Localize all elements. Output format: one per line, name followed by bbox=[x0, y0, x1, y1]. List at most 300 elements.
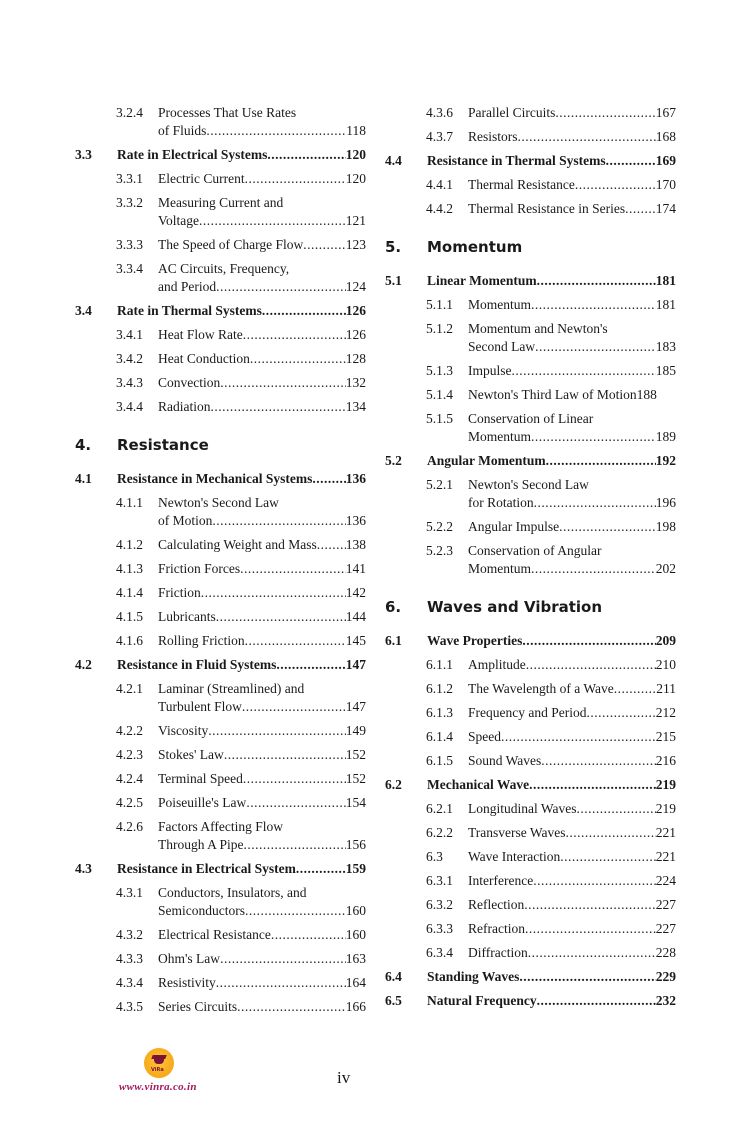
page-ref: 142 bbox=[345, 585, 366, 600]
toc-subsection-entry[interactable] bbox=[385, 824, 676, 842]
entry-number: 6.1.2 bbox=[426, 681, 453, 696]
page-ref: 224 bbox=[655, 873, 676, 888]
entry-title: Resistivity bbox=[158, 975, 216, 990]
page-ref: 169 bbox=[655, 153, 676, 168]
entry-number: 4.4 bbox=[385, 153, 402, 168]
page-ref: 185 bbox=[655, 363, 676, 378]
entry-title: Heat Conduction bbox=[158, 351, 250, 366]
page-ref: 152 bbox=[345, 771, 366, 786]
page-number: iv bbox=[337, 1068, 351, 1087]
toc-subsection-entry[interactable] bbox=[75, 680, 366, 716]
entry-number: 6.3.2 bbox=[426, 897, 453, 912]
entry-number: 5.1.4 bbox=[426, 387, 453, 402]
entry-number: 4.3.3 bbox=[116, 951, 143, 966]
entry-number: 4.2.4 bbox=[116, 771, 143, 786]
page-ref: 126 bbox=[345, 327, 366, 342]
page-ref: 159 bbox=[345, 861, 366, 876]
entry-title: Natural Frequency bbox=[427, 993, 537, 1008]
dot-leader bbox=[208, 722, 346, 740]
entry-title-line: Newton's Second Law bbox=[468, 477, 589, 492]
toc-subsection-entry[interactable] bbox=[385, 704, 676, 722]
dot-leader bbox=[224, 746, 346, 764]
chapter-title: Resistance bbox=[117, 436, 209, 454]
page-ref: 167 bbox=[655, 105, 676, 120]
dot-leader bbox=[541, 752, 655, 770]
toc-subsection-entry[interactable] bbox=[385, 752, 676, 770]
entry-title: Thermal Resistance in Series bbox=[468, 201, 626, 216]
entry-title: Viscosity bbox=[158, 723, 209, 738]
dot-leader bbox=[243, 770, 346, 788]
entry-title: Resistance in Thermal Systems bbox=[427, 153, 606, 168]
entry-title: and Period bbox=[158, 279, 217, 294]
toc-section-entry[interactable] bbox=[385, 968, 676, 986]
page-ref: 189 bbox=[655, 429, 676, 444]
entry-number: 4.1.6 bbox=[116, 633, 143, 648]
toc-subsection-entry[interactable] bbox=[75, 194, 366, 230]
entry-number: 5.1 bbox=[385, 273, 402, 288]
toc-section-entry[interactable] bbox=[75, 302, 366, 320]
dot-leader bbox=[296, 860, 346, 878]
entry-number: 4.3.1 bbox=[116, 885, 143, 900]
toc-section-entry[interactable] bbox=[75, 860, 366, 878]
entry-number: 4.2.6 bbox=[116, 819, 143, 834]
page-ref: 219 bbox=[655, 777, 676, 792]
entry-title: Resistors bbox=[468, 129, 518, 144]
dot-leader bbox=[526, 656, 656, 674]
page-ref: 212 bbox=[655, 705, 676, 720]
entry-title: Mechanical Wave bbox=[427, 777, 530, 792]
dot-leader bbox=[212, 512, 345, 530]
entry-number: 5.1.5 bbox=[426, 411, 453, 426]
entry-title: Through A Pipe bbox=[158, 837, 244, 852]
entry-title-line: Conservation of Linear bbox=[468, 411, 594, 426]
toc-subsection-entry[interactable] bbox=[385, 104, 676, 122]
toc-subsection-entry[interactable] bbox=[75, 260, 366, 296]
dot-leader bbox=[524, 896, 656, 914]
entry-title: Wave Properties bbox=[427, 633, 523, 648]
entry-title: Newton's Third Law of Motion bbox=[468, 387, 637, 402]
toc-subsection-entry[interactable] bbox=[75, 374, 366, 392]
dot-leader bbox=[250, 350, 346, 368]
page-ref: 147 bbox=[345, 657, 366, 672]
entry-number: 3.3.2 bbox=[116, 195, 143, 210]
entry-title: Momentum bbox=[468, 429, 531, 444]
dot-leader bbox=[245, 170, 346, 188]
entry-title: Friction bbox=[158, 585, 201, 600]
toc-section-entry[interactable] bbox=[385, 992, 676, 1010]
dot-leader bbox=[531, 428, 656, 446]
dot-leader bbox=[216, 974, 346, 992]
entry-number: 6.1.5 bbox=[426, 753, 453, 768]
entry-title: Linear Momentum bbox=[427, 273, 537, 288]
dot-leader bbox=[276, 656, 345, 674]
toc-subsection-entry[interactable] bbox=[75, 326, 366, 344]
toc-section-entry[interactable] bbox=[385, 152, 676, 170]
entry-title: Voltage bbox=[158, 213, 199, 228]
entry-title: Amplitude bbox=[468, 657, 526, 672]
page-ref: 216 bbox=[655, 753, 676, 768]
chapter-title: Momentum bbox=[427, 238, 523, 256]
entry-number: 4.2.1 bbox=[116, 681, 143, 696]
toc-subsection-entry[interactable] bbox=[385, 200, 676, 218]
entry-number: 3.4 bbox=[75, 303, 92, 318]
website-link[interactable]: www.vinra.co.in bbox=[119, 1081, 197, 1093]
entry-number: 4.1 bbox=[75, 471, 92, 486]
dot-leader bbox=[512, 362, 656, 380]
toc-subsection-entry[interactable] bbox=[385, 920, 676, 938]
cap-base bbox=[154, 1059, 164, 1064]
dot-leader bbox=[317, 536, 346, 554]
toc-subsection-entry[interactable] bbox=[385, 800, 676, 818]
dot-leader bbox=[560, 848, 656, 866]
page-ref: 126 bbox=[345, 303, 366, 318]
entry-title-line: Laminar (Streamlined) and bbox=[158, 681, 305, 696]
entry-title: Second Law bbox=[468, 339, 536, 354]
toc-subsection-entry[interactable] bbox=[385, 362, 676, 380]
entry-number: 4.2.2 bbox=[116, 723, 143, 738]
toc-subsection-entry[interactable] bbox=[385, 476, 676, 512]
page-ref: 164 bbox=[345, 975, 366, 990]
entry-number: 4.3.2 bbox=[116, 927, 143, 942]
dot-leader bbox=[555, 104, 655, 122]
toc-subsection-entry[interactable] bbox=[75, 608, 366, 626]
toc-subsection-entry[interactable] bbox=[385, 656, 676, 674]
page-ref: 229 bbox=[655, 969, 676, 984]
entry-title: Semiconductors bbox=[158, 903, 245, 918]
entry-title-line: Conservation of Angular bbox=[468, 543, 602, 558]
toc-section-entry[interactable] bbox=[385, 776, 676, 794]
page-ref: 149 bbox=[345, 723, 366, 738]
dot-leader bbox=[546, 452, 656, 470]
entry-title-line: Processes That Use Rates bbox=[158, 105, 297, 120]
toc-subsection-entry[interactable] bbox=[385, 410, 676, 446]
toc-subsection-entry[interactable] bbox=[385, 728, 676, 746]
entry-number: 6.1.1 bbox=[426, 657, 453, 672]
dot-leader bbox=[245, 632, 346, 650]
entry-title: Resistance in Electrical System bbox=[117, 861, 296, 876]
chapter-title: Waves and Vibration bbox=[427, 598, 603, 616]
toc-subsection-entry[interactable] bbox=[75, 350, 366, 368]
dot-leader bbox=[531, 296, 656, 314]
entry-title: Convection bbox=[158, 375, 221, 390]
dot-leader bbox=[303, 236, 346, 254]
toc-subsection-entry[interactable] bbox=[385, 680, 676, 698]
dot-leader bbox=[519, 968, 655, 986]
entry-title: Speed bbox=[468, 729, 501, 744]
entry-title: Rate in Thermal Systems bbox=[117, 303, 262, 318]
dot-leader bbox=[606, 152, 656, 170]
toc-section-entry[interactable] bbox=[385, 272, 676, 290]
entry-number: 4.1.3 bbox=[116, 561, 143, 576]
entry-number: 5.1.1 bbox=[426, 297, 453, 312]
dot-leader bbox=[216, 608, 346, 626]
page-ref: 215 bbox=[655, 729, 676, 744]
dot-leader bbox=[271, 926, 346, 944]
entry-title-line: Conductors, Insulators, and bbox=[158, 885, 307, 900]
vinra-logo-icon bbox=[144, 1048, 174, 1078]
toc-subsection-entry[interactable] bbox=[75, 494, 366, 530]
entry-title-line: AC Circuits, Frequency, bbox=[158, 261, 290, 276]
toc-subsection-entry[interactable] bbox=[75, 770, 366, 788]
entry-title: Electrical Resistance bbox=[158, 927, 271, 942]
toc-subsection-entry[interactable] bbox=[75, 560, 366, 578]
dot-leader bbox=[533, 872, 656, 890]
page-ref: 121 bbox=[345, 213, 366, 228]
entry-number: 3.3.3 bbox=[116, 237, 143, 252]
page-ref: 219 bbox=[655, 801, 676, 816]
page-ref: 120 bbox=[345, 147, 366, 162]
toc-subsection-entry[interactable] bbox=[75, 746, 366, 764]
page-ref: 174 bbox=[655, 201, 676, 216]
entry-title: Rate in Electrical Systems bbox=[117, 147, 268, 162]
toc-section-entry[interactable] bbox=[75, 146, 366, 164]
entry-number: 6.2 bbox=[385, 777, 402, 792]
dot-leader bbox=[244, 836, 346, 854]
page-ref: 128 bbox=[345, 351, 366, 366]
toc-subsection-entry[interactable] bbox=[75, 950, 366, 968]
page-ref: 160 bbox=[345, 903, 366, 918]
toc-subsection-entry[interactable] bbox=[75, 884, 366, 920]
dot-leader bbox=[525, 920, 656, 938]
entry-title: Momentum bbox=[468, 561, 531, 576]
toc-subsection-entry[interactable] bbox=[75, 170, 366, 188]
entry-title: Transverse Waves bbox=[468, 825, 566, 840]
entry-title-line: Newton's Second Law bbox=[158, 495, 279, 510]
dot-leader bbox=[201, 584, 346, 602]
toc-section-entry[interactable] bbox=[75, 656, 366, 674]
entry-number: 4.4.1 bbox=[426, 177, 453, 192]
toc-subsection-entry[interactable] bbox=[385, 896, 676, 914]
page-ref: 120 bbox=[345, 171, 366, 186]
entry-number: 5.2 bbox=[385, 453, 402, 468]
toc-section-entry[interactable] bbox=[75, 470, 366, 488]
dot-leader bbox=[614, 680, 656, 698]
page-ref: 118 bbox=[346, 123, 366, 138]
page-ref: 136 bbox=[345, 471, 366, 486]
page-ref: 232 bbox=[655, 993, 676, 1008]
entry-title: Turbulent Flow bbox=[158, 699, 242, 714]
entry-title: The Wavelength of a Wave bbox=[468, 681, 614, 696]
dot-leader bbox=[518, 128, 656, 146]
dot-leader bbox=[529, 776, 656, 794]
toc-subsection-entry[interactable] bbox=[75, 104, 366, 140]
page-ref: 211 bbox=[656, 681, 676, 696]
entry-title: Parallel Circuits bbox=[468, 105, 556, 120]
toc-section-entry[interactable] bbox=[385, 632, 676, 650]
entry-number: 4.2 bbox=[75, 657, 92, 672]
entry-number: 6.3.1 bbox=[426, 873, 453, 888]
entry-title: The Speed of Charge Flow bbox=[158, 237, 304, 252]
entry-number: 3.2.4 bbox=[116, 105, 143, 120]
page-ref: 156 bbox=[345, 837, 366, 852]
toc-subsection-entry[interactable] bbox=[385, 542, 676, 578]
dot-leader bbox=[537, 992, 656, 1010]
toc-subsection-entry[interactable] bbox=[385, 848, 676, 866]
toc-subsection-entry[interactable] bbox=[75, 974, 366, 992]
dot-leader bbox=[216, 278, 346, 296]
toc-subsection-entry[interactable] bbox=[385, 518, 676, 536]
dot-leader bbox=[522, 632, 655, 650]
entry-number: 6.1.4 bbox=[426, 729, 453, 744]
chapter-number: 6. bbox=[385, 598, 402, 616]
toc-subsection-entry[interactable] bbox=[75, 584, 366, 602]
entry-title: Heat Flow Rate bbox=[158, 327, 243, 342]
toc-subsection-entry[interactable] bbox=[385, 296, 676, 314]
entry-number: 4.3.4 bbox=[116, 975, 143, 990]
entry-number: 3.4.4 bbox=[116, 399, 143, 414]
dot-leader bbox=[206, 122, 346, 140]
entry-number: 5.2.1 bbox=[426, 477, 453, 492]
page-ref: 188 bbox=[636, 387, 657, 402]
entry-number: 3.4.3 bbox=[116, 375, 143, 390]
entry-title: Frequency and Period bbox=[468, 705, 587, 720]
dot-leader bbox=[566, 824, 656, 842]
page-ref: 168 bbox=[655, 129, 676, 144]
entry-number: 6.1 bbox=[385, 633, 402, 648]
page-ref: 166 bbox=[345, 999, 366, 1014]
entry-title: for Rotation bbox=[468, 495, 534, 510]
page-ref: 183 bbox=[655, 339, 676, 354]
entry-number: 6.1.3 bbox=[426, 705, 453, 720]
dot-leader bbox=[243, 326, 346, 344]
toc-subsection-entry[interactable] bbox=[75, 398, 366, 416]
dot-leader bbox=[575, 176, 656, 194]
toc-subsection-entry[interactable] bbox=[75, 794, 366, 812]
dot-leader bbox=[245, 902, 346, 920]
toc-subsection-entry[interactable] bbox=[75, 998, 366, 1016]
page-ref: 170 bbox=[655, 177, 676, 192]
page-ref: 141 bbox=[345, 561, 366, 576]
dot-leader bbox=[559, 518, 656, 536]
dot-leader bbox=[220, 374, 346, 392]
toc-subsection-entry[interactable] bbox=[385, 128, 676, 146]
logo-tag: ViRa bbox=[151, 1067, 164, 1073]
entry-title: Diffraction bbox=[468, 945, 528, 960]
dot-leader bbox=[199, 212, 346, 230]
entry-number: 3.4.1 bbox=[116, 327, 143, 342]
chapter-number: 4. bbox=[75, 436, 92, 454]
toc-subsection-entry[interactable] bbox=[385, 176, 676, 194]
entry-title: Terminal Speed bbox=[158, 771, 243, 786]
entry-number: 6.2.2 bbox=[426, 825, 453, 840]
entry-title: Ohm's Law bbox=[158, 951, 221, 966]
toc-subsection-entry[interactable] bbox=[75, 236, 366, 254]
entry-title: Interference bbox=[468, 873, 534, 888]
page-ref: 198 bbox=[655, 519, 676, 534]
page-ref: 123 bbox=[345, 237, 366, 252]
page-ref: 160 bbox=[345, 927, 366, 942]
entry-number: 4.1.5 bbox=[116, 609, 143, 624]
entry-title: Momentum bbox=[468, 297, 531, 312]
dot-leader bbox=[501, 728, 656, 746]
dot-leader bbox=[531, 560, 656, 578]
entry-number: 4.4.2 bbox=[426, 201, 453, 216]
entry-number: 4.1.4 bbox=[116, 585, 143, 600]
toc-subsection-entry[interactable] bbox=[385, 872, 676, 890]
entry-title: Lubricants bbox=[158, 609, 216, 624]
toc-subsection-entry[interactable] bbox=[75, 926, 366, 944]
toc-section-entry[interactable] bbox=[385, 452, 676, 470]
entry-number: 6.3 bbox=[426, 849, 443, 864]
entry-number: 6.5 bbox=[385, 993, 402, 1008]
page-ref: 181 bbox=[655, 297, 676, 312]
entry-title: Series Circuits bbox=[158, 999, 238, 1014]
entry-title: of Fluids bbox=[158, 123, 207, 138]
page-ref: 196 bbox=[655, 495, 676, 510]
dot-leader bbox=[240, 560, 346, 578]
dot-leader bbox=[535, 338, 656, 356]
entry-number: 4.2.3 bbox=[116, 747, 143, 762]
entry-title: Reflection bbox=[468, 897, 525, 912]
entry-number: 3.3.4 bbox=[116, 261, 143, 276]
dot-leader bbox=[577, 800, 656, 818]
entry-number: 4.3 bbox=[75, 861, 92, 876]
dot-leader bbox=[528, 944, 656, 962]
entry-title: Wave Interaction bbox=[468, 849, 561, 864]
entry-title: Friction Forces bbox=[158, 561, 241, 576]
entry-title: Refraction bbox=[468, 921, 525, 936]
page-ref: 221 bbox=[655, 849, 676, 864]
entry-title-line: Measuring Current and bbox=[158, 195, 284, 210]
dot-leader bbox=[534, 494, 656, 512]
entry-number: 4.1.2 bbox=[116, 537, 143, 552]
dot-leader bbox=[586, 704, 655, 722]
page-ref: 227 bbox=[655, 897, 676, 912]
entry-title: Stokes' Law bbox=[158, 747, 224, 762]
page-ref: 145 bbox=[345, 633, 366, 648]
toc-subsection-entry[interactable] bbox=[385, 944, 676, 962]
toc-subsection-entry[interactable] bbox=[75, 536, 366, 554]
entry-number: 4.1.1 bbox=[116, 495, 143, 510]
entry-title: Radiation bbox=[158, 399, 211, 414]
page-ref: 147 bbox=[345, 699, 366, 714]
entry-title-line: Factors Affecting Flow bbox=[158, 819, 283, 834]
page-ref: 209 bbox=[655, 633, 676, 648]
entry-number: 6.3.4 bbox=[426, 945, 453, 960]
entry-number: 5.2.2 bbox=[426, 519, 453, 534]
toc-subsection-entry[interactable] bbox=[75, 818, 366, 854]
entry-number: 6.2.1 bbox=[426, 801, 453, 816]
entry-number: 3.3 bbox=[75, 147, 92, 162]
dot-leader bbox=[220, 950, 346, 968]
page-ref: 154 bbox=[345, 795, 366, 810]
page-ref: 134 bbox=[345, 399, 366, 414]
dot-leader bbox=[312, 470, 345, 488]
page-ref: 163 bbox=[345, 951, 366, 966]
entry-number: 4.2.5 bbox=[116, 795, 143, 810]
toc-subsection-entry[interactable] bbox=[385, 386, 676, 404]
page-ref: 221 bbox=[655, 825, 676, 840]
toc-subsection-entry[interactable] bbox=[75, 632, 366, 650]
entry-title: of Motion bbox=[158, 513, 213, 528]
chapter-number: 5. bbox=[385, 238, 402, 256]
dot-leader bbox=[625, 200, 656, 218]
toc-subsection-entry[interactable] bbox=[385, 320, 676, 356]
dot-leader bbox=[237, 998, 346, 1016]
page-ref: 138 bbox=[345, 537, 366, 552]
page-ref: 144 bbox=[345, 609, 366, 624]
page-ref: 136 bbox=[345, 513, 366, 528]
page-ref: 202 bbox=[655, 561, 676, 576]
toc-subsection-entry[interactable] bbox=[75, 722, 366, 740]
page-ref: 124 bbox=[345, 279, 366, 294]
entry-title: Resistance in Mechanical Systems bbox=[117, 471, 313, 486]
dot-leader bbox=[537, 272, 656, 290]
dot-leader bbox=[246, 794, 345, 812]
entry-title-line: Momentum and Newton's bbox=[468, 321, 608, 336]
entry-title: Rolling Friction bbox=[158, 633, 245, 648]
page-ref: 192 bbox=[655, 453, 676, 468]
